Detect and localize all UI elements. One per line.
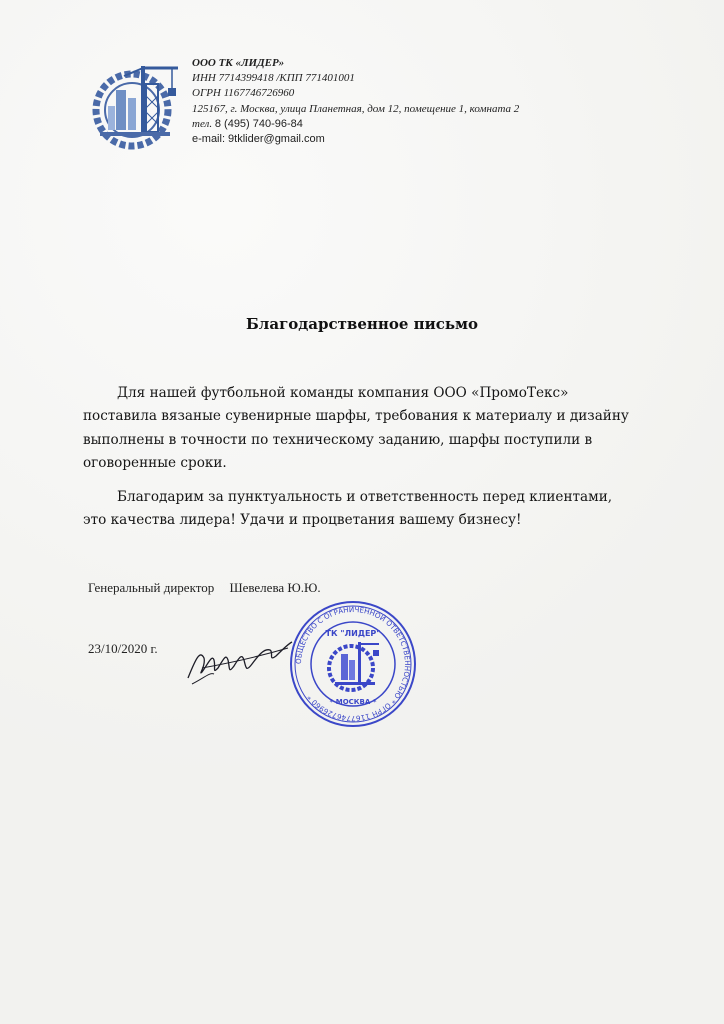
stamp-center-text: ТК "ЛИДЕР" <box>325 629 381 638</box>
company-logo <box>86 56 186 156</box>
letter-title: Благодарственное письмо <box>245 315 479 333</box>
letterhead <box>192 56 519 147</box>
company-phone <box>192 117 519 132</box>
signer-position: Генеральный директор <box>88 580 215 595</box>
inn-kpp: ИНН 7714399418 /КПП 771401001 <box>192 72 355 85</box>
letter-paragraph: Для нашей футбольной команды компания ООО «ПромоТекс» поставила вязаные сувенирные шарфы, требования к материалу и дизайну выполнены в точности по техническому заданию, шарфы поступили в оговоренные сроки. <box>83 385 629 472</box>
letter-body <box>83 382 633 542</box>
letter-paragraph: Благодарим за пунктуальность и ответственность перед клиентами, это качества лидера! Удачи и процветания вашему бизнесу! <box>83 488 613 529</box>
company-name: ООО ТК «ЛИДЕР» <box>192 57 285 69</box>
stamp-ring-text: ОБЩЕСТВО С ОГРАНИЧЕННОЙ ОТВЕТСТВЕННОСТЬЮ * ОГРН 1167746726960 * <box>293 604 413 724</box>
handwritten-signature <box>184 628 294 688</box>
phone-label: тел. <box>192 117 213 130</box>
stamp-city: * МОСКВА * <box>329 698 377 706</box>
company-stamp <box>285 598 421 730</box>
signer-name: Шевелева Ю.Ю. <box>229 580 321 595</box>
phone-value: 8 (495) 740-96-84 <box>214 117 303 130</box>
signature-line <box>88 580 321 596</box>
letter-date: 23/10/2020 г. <box>88 641 158 656</box>
company-address: 125167, г. Москва, улица Планетная, дом 12, помещение 1, комната 2 <box>192 102 520 115</box>
ogrn: ОГРН 1167746726960 <box>192 87 295 100</box>
company-email: e-mail: 9tklider@gmail.com <box>192 133 325 146</box>
